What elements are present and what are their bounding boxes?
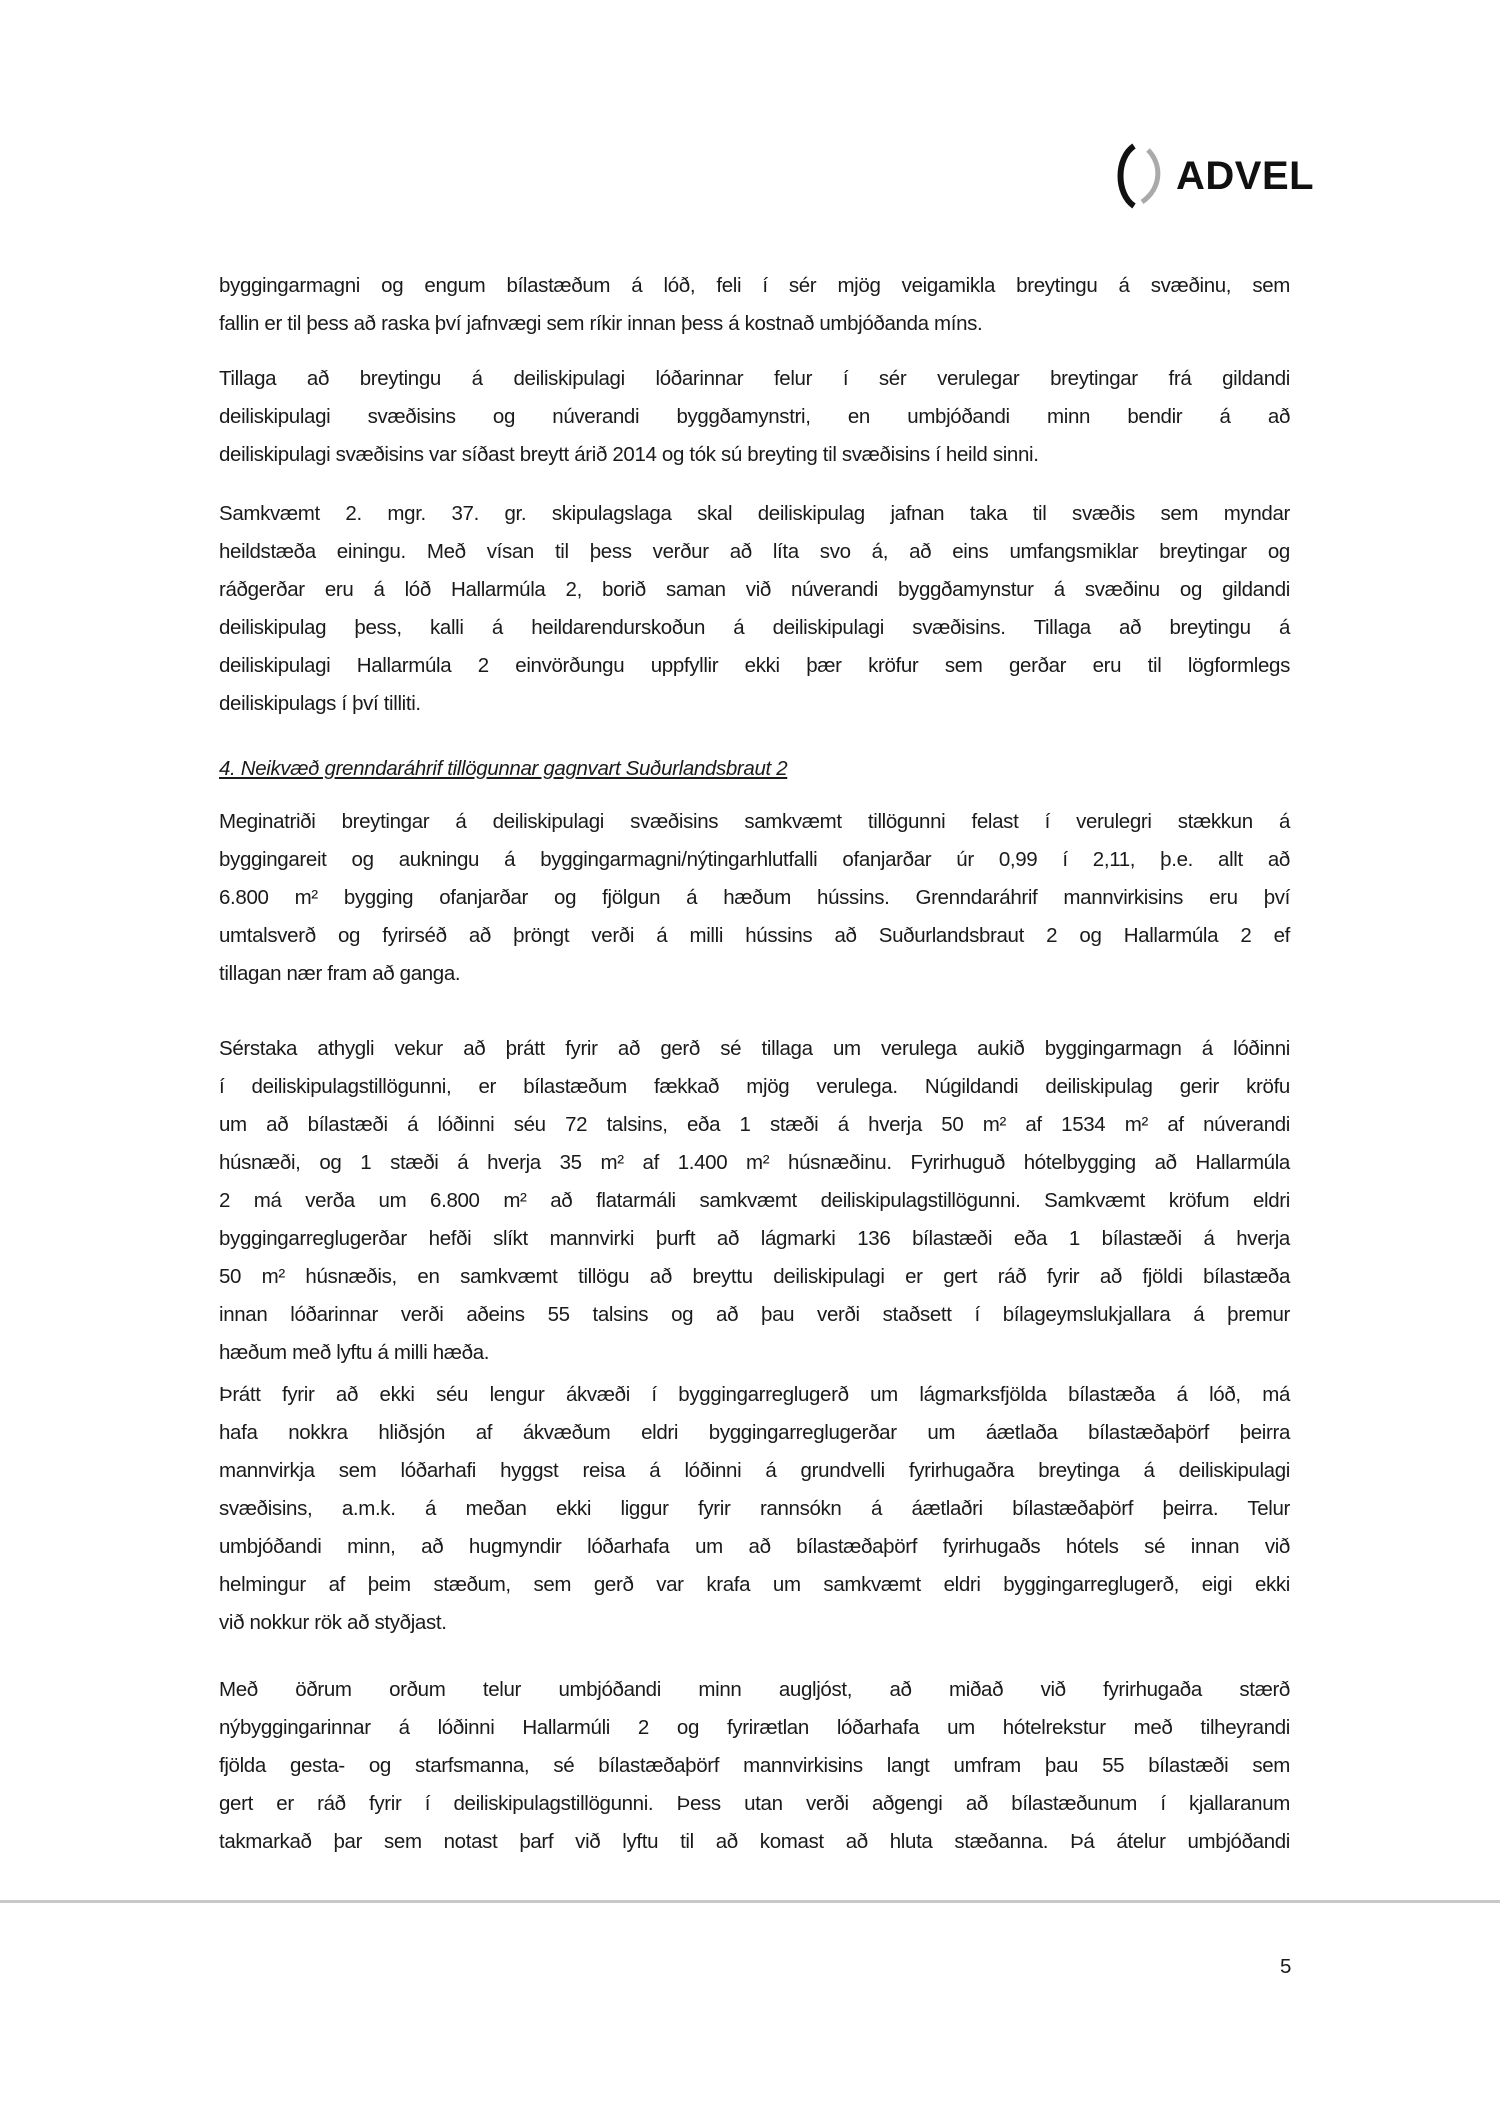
paragraph-line: Tillaga að breytingu á deiliskipulagi lóðarinnar felur í sér verulegar breytingar frá gildandi	[219, 367, 1290, 390]
paragraph-line: hæðum með lyftu á milli hæða.	[219, 1341, 490, 1364]
paragraph-line: takmarkað þar sem notast þarf við lyftu til að komast að hluta stæðanna. Þá átelur umbjóðandi	[219, 1830, 1290, 1853]
paragraph-line: svæðisins, a.m.k. á meðan ekki liggur fyrir rannsókn á áætlaðri bílastæðaþörf þeirra. Telur	[219, 1497, 1290, 1520]
footer-divider	[0, 1900, 1500, 1903]
paragraph-line: Sérstaka athygli vekur að þrátt fyrir að gerð sé tillaga um verulega aukið byggingarmagn á lóðinni	[219, 1037, 1290, 1060]
body-paragraph	[219, 1030, 1290, 1372]
paragraph-line: deiliskipulagi svæðisins og núverandi byggðamynstri, en umbjóðandi minn bendir á að	[219, 405, 1290, 428]
paragraph-line: um að bílastæði á lóðinni séu 72 talsins, eða 1 stæði á hverja 50 m² af 1534 m² af núverandi	[219, 1113, 1290, 1136]
paragraph-line: deiliskipulagi svæðisins var síðast breytt árið 2014 og tók sú breyting til svæðisins í heild sinni.	[219, 443, 1039, 466]
paragraph-line: húsnæði, og 1 stæði á hverja 35 m² af 1.400 m² húsnæðinu. Fyrirhuguð hótelbygging að Hallarmúla	[219, 1151, 1290, 1174]
paragraph-line: umtalsverð og fyrirséð að þröngt verði á milli hússins að Suðurlandsbraut 2 og Hallarmúla 2 ef	[219, 924, 1290, 947]
paragraph-line: Meginatriði breytingar á deiliskipulagi svæðisins samkvæmt tillögunni felast í verulegri stækkun á	[219, 810, 1290, 833]
paragraph-line: mannvirkja sem lóðarhafi hyggst reisa á lóðinni á grundvelli fyrirhugaðra breytinga á deiliskipulagi	[219, 1459, 1290, 1482]
paragraph-line: 50 m² húsnæðis, en samkvæmt tillögu að breyttu deiliskipulagi er gert ráð fyrir að fjöldi bílastæða	[219, 1265, 1290, 1288]
paragraph-line: heildstæða einingu. Með vísan til þess verður að líta svo á, að eins umfangsmiklar breytingar og	[219, 540, 1290, 563]
paragraph-line: helmingur af þeim stæðum, sem gerð var krafa um samkvæmt eldri byggingarreglugerð, eigi ekki	[219, 1573, 1290, 1596]
advel-logo	[1112, 140, 1314, 212]
paragraph-line: byggingarmagni og engum bílastæðum á lóð, feli í sér mjög veigamikla breytingu á svæðinu, sem	[219, 274, 1290, 297]
paragraph-line: deiliskipulag þess, kalli á heildarendurskoðun á deiliskipulagi svæðisins. Tillaga að breytingu á	[219, 616, 1290, 639]
body-paragraph	[219, 1671, 1290, 1861]
paragraph-line: fjölda gesta- og starfsmanna, sé bílastæðaþörf mannvirkisins langt umfram þau 55 bílastæði sem	[219, 1754, 1290, 1777]
paragraph-line: deiliskipulags í því tilliti.	[219, 692, 421, 715]
paragraph-line: í deiliskipulagstillögunni, er bílastæðum fækkað mjög verulega. Núgildandi deiliskipulag gerir kröfu	[219, 1075, 1290, 1098]
paragraph-line: gert er ráð fyrir í deiliskipulagstillögunni. Þess utan verði aðgengi að bílastæðunum í kjallaranum	[219, 1792, 1290, 1815]
paragraph-line: við nokkur rök að styðjast.	[219, 1611, 447, 1634]
paragraph-line: innan lóðarinnar verði aðeins 55 talsins og að þau verði staðsett í bílageymslukjallara á þremur	[219, 1303, 1290, 1326]
paragraph-line: tillagan nær fram að ganga.	[219, 962, 461, 985]
page-number: 5	[1280, 1955, 1292, 1978]
paragraph-line: Samkvæmt 2. mgr. 37. gr. skipulagslaga skal deiliskipulag jafnan taka til svæðis sem myndar	[219, 502, 1290, 525]
section-heading: 4. Neikvæð grenndaráhrif tillögunnar gagnvart Suðurlandsbraut 2	[219, 757, 788, 780]
paragraph-line: Þrátt fyrir að ekki séu lengur ákvæði í byggingarreglugerð um lágmarksfjölda bílastæða á lóð, má	[219, 1383, 1290, 1406]
paragraph-line: umbjóðandi minn, að hugmyndir lóðarhafa um að bílastæðaþörf fyrirhugaðs hótels sé innan við	[219, 1535, 1290, 1558]
paragraph-line: deiliskipulagi Hallarmúla 2 einvörðungu uppfyllir ekki þær kröfur sem gerðar eru til lögformlegs	[219, 654, 1290, 677]
logo-mark-icon	[1112, 140, 1170, 212]
body-paragraph	[219, 495, 1290, 723]
paragraph-line: byggingareit og aukningu á byggingarmagni/nýtingarhlutfalli ofanjarðar úr 0,99 í 2,11, þ.e. allt að	[219, 848, 1290, 871]
body-paragraph	[219, 267, 1290, 343]
paragraph-line: nýbyggingarinnar á lóðinni Hallarmúli 2 og fyrirætlan lóðarhafa um hótelrekstur með tilheyrandi	[219, 1716, 1290, 1739]
body-paragraph	[219, 803, 1290, 993]
logo-text: ADVEL	[1176, 153, 1315, 198]
paragraph-line: 6.800 m² bygging ofanjarðar og fjölgun á hæðum hússins. Grenndaráhrif mannvirkisins eru því	[219, 886, 1290, 909]
paragraph-line: byggingarreglugerðar hefði slíkt mannvirki þurft að lágmarki 136 bílastæði eða 1 bílastæði á hverja	[219, 1227, 1290, 1250]
paragraph-line: ráðgerðar eru á lóð Hallarmúla 2, borið saman við núverandi byggðamynstur á svæðinu og gildandi	[219, 578, 1290, 601]
paragraph-line: 2 má verða um 6.800 m² að flatarmáli samkvæmt deiliskipulagstillögunni. Samkvæmt kröfum eldri	[219, 1189, 1290, 1212]
paragraph-line: hafa nokkra hliðsjón af ákvæðum eldri byggingarreglugerðar um áætlaða bílastæðaþörf þeirra	[219, 1421, 1290, 1444]
paragraph-line: Með öðrum orðum telur umbjóðandi minn augljóst, að miðað við fyrirhugaða stærð	[219, 1678, 1290, 1701]
body-paragraph	[219, 1376, 1290, 1642]
body-paragraph	[219, 360, 1290, 474]
paragraph-line: fallin er til þess að raska því jafnvægi sem ríkir innan þess á kostnað umbjóðanda míns.	[219, 312, 983, 335]
